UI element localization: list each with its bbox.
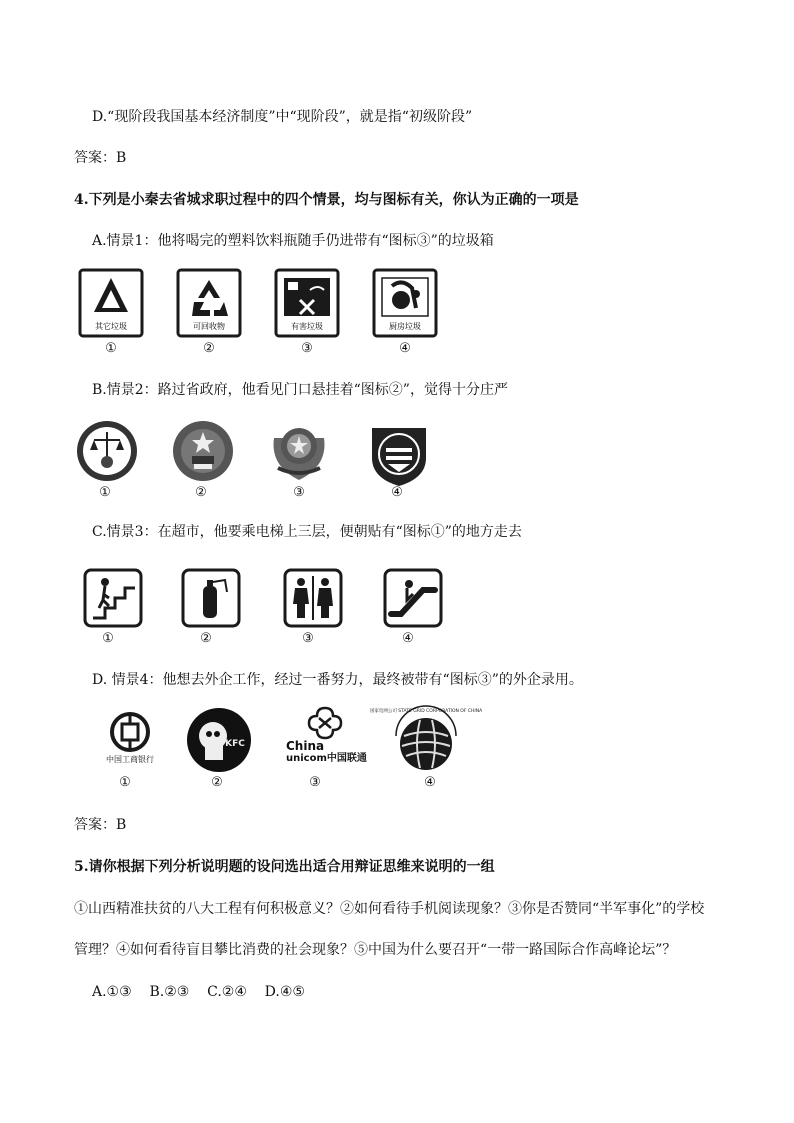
unicom-logo-text-en: China [286, 739, 325, 753]
recyclable-icon [174, 268, 244, 338]
icon-number: ③ [302, 631, 314, 646]
unicom-logo-text-cn: unicom中国联通 [286, 753, 367, 764]
escalator-icon [378, 568, 448, 628]
icbc-logo-icon [90, 706, 170, 765]
q5-stem: 5.请你根据下列分析说明题的设问选出适合用辩证思维来说明的一组 [74, 859, 495, 875]
icon-number: ③ [293, 485, 305, 500]
icon-label: 其它垃圾 [95, 322, 127, 331]
icon-number: ④ [391, 485, 403, 500]
icon-number: ① [105, 341, 117, 356]
icon-number: ① [102, 631, 114, 646]
icon-number: ② [200, 631, 212, 646]
icon-number: ④ [402, 631, 414, 646]
restroom-icon [278, 568, 348, 628]
svg-text:厨房垃圾: 厨房垃圾 [389, 322, 421, 331]
state-grid-logo-icon [369, 706, 483, 778]
icbc-logo-text: 中国工商银行 [106, 755, 154, 764]
svg-text:有害垃圾: 有害垃圾 [291, 322, 323, 331]
fire-extinguisher-icon [176, 568, 246, 628]
icon-number: ④ [399, 341, 411, 356]
procuratorate-emblem-icon [364, 418, 434, 488]
q3-option-d: D.“现阶段我国基本经济制度”中“现阶段”，就是指“初级阶段” [92, 109, 473, 125]
kfc-logo-icon [182, 706, 256, 774]
stairs-icon [78, 568, 148, 628]
q4-option-b: B.情景2：路过省政府，他看见门口悬挂着“图标②”，觉得十分庄严 [92, 382, 508, 398]
icon-number: ② [203, 341, 215, 356]
icon-number: ④ [424, 775, 436, 790]
q4-stem: 4.下列是小秦去省城求职过程中的四个情景，均与图标有关，你认为正确的一项是 [74, 192, 579, 208]
court-emblem-icon [72, 418, 142, 484]
icon-number: ③ [309, 775, 321, 790]
national-emblem-icon [168, 418, 238, 484]
icon-number: ② [211, 775, 223, 790]
answer-q4: 答案：B [74, 817, 127, 833]
icon-number: ① [119, 775, 131, 790]
q4-option-c: C.情景3：在超市，他要乘电梯上三层，便朝贴有“图标①”的地方走去 [92, 524, 522, 540]
kitchen-waste-icon [370, 268, 440, 338]
icon-number: ② [195, 485, 207, 500]
icon-number: ③ [301, 341, 313, 356]
q4-option-a: A.情景1：他将喝完的塑料饮料瓶随手仍进带有“图标③”的垃圾箱 [92, 233, 494, 249]
police-emblem-icon [264, 418, 334, 484]
icon-number: ① [99, 485, 111, 500]
q5-options: A.①③ B.②③ C.②④ D.④⑤ [92, 984, 305, 1000]
answer-q3: 答案：B [74, 150, 127, 166]
q4-option-d: D. 情景4：他想去外企工作，经过一番努力，最终被带有“图标③”的外企录用。 [92, 672, 583, 688]
state-grid-logo-text: 国家电网公司 STATE GRID CORPORATION OF CHINA [369, 709, 483, 714]
svg-text:KFC: KFC [225, 739, 245, 749]
hazardous-waste-icon [272, 268, 342, 338]
other-garbage-icon [76, 268, 146, 338]
q5-line-1: ①山西精准扶贫的八大工程有何积极意义？②如何看待手机阅读现象？③你是否赞同“半军事化”的学校 [74, 901, 705, 917]
svg-text:可回收物: 可回收物 [193, 322, 225, 331]
china-unicom-logo-icon [280, 706, 370, 765]
q5-line-2: 管理？④如何看待盲目攀比消费的社会现象？⑤中国为什么要召开“一带一路国际合作高峰论坛”？ [74, 942, 677, 958]
